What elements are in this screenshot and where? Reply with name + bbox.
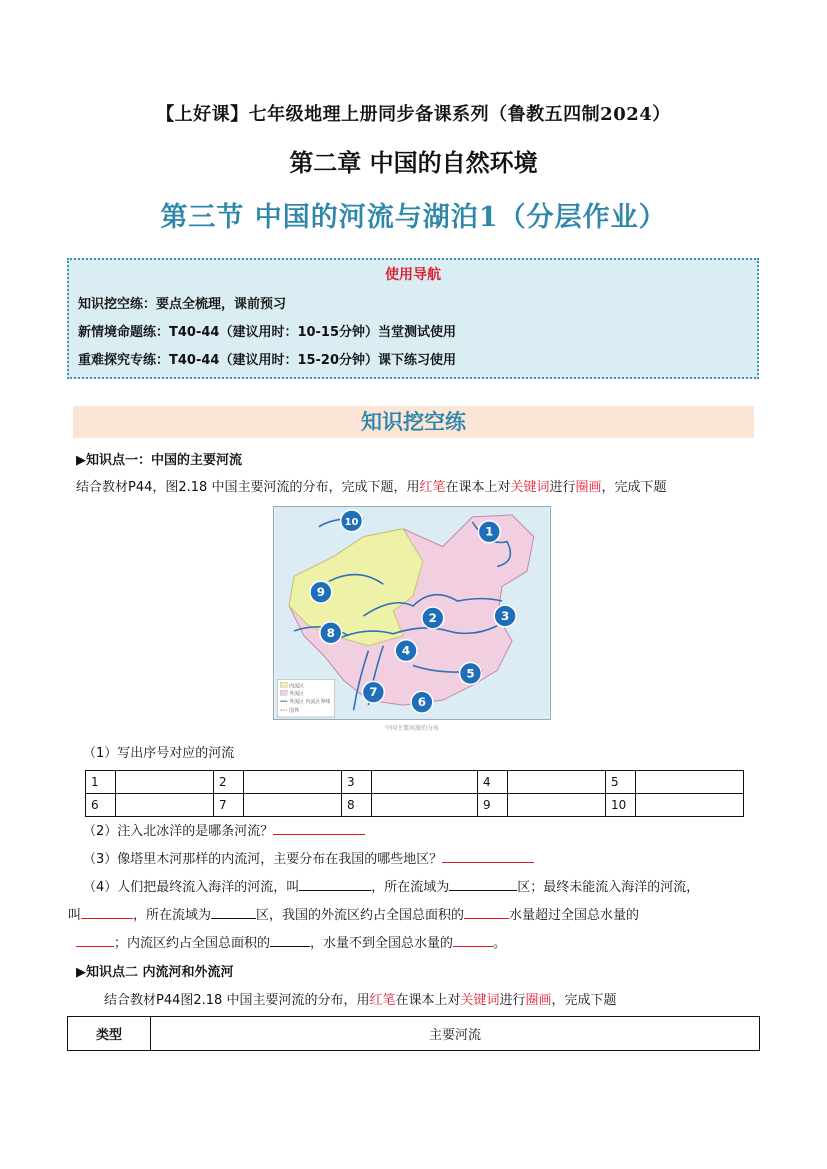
number-cell: 9 — [478, 794, 508, 817]
intro-keyword: 关键词 — [460, 993, 500, 1008]
q4-text: 。 — [493, 936, 507, 951]
table-row — [86, 771, 744, 794]
question-2 — [83, 820, 365, 839]
number-cell: 1 — [86, 771, 116, 794]
map-caption: 中国主要河流的分布 — [384, 725, 439, 732]
intro-text: 进行 — [499, 993, 526, 1008]
answer-cell[interactable] — [116, 771, 214, 794]
answer-cell[interactable] — [372, 771, 478, 794]
question-4-line-1 — [83, 876, 699, 895]
map-marker-label: 2 — [428, 610, 437, 625]
answer-blank[interactable] — [76, 934, 114, 947]
answer-blank[interactable] — [299, 878, 371, 891]
q4-text: 区；最终未能流入海洋的河流， — [517, 880, 700, 895]
number-cell: 5 — [606, 771, 636, 794]
intro-text: ，完成下题 — [601, 480, 667, 495]
intro-red-pen: 红笔 — [419, 480, 446, 495]
map-marker-label: 8 — [326, 625, 335, 640]
header-type: 类型 — [68, 1017, 151, 1051]
kp2-intro — [104, 989, 617, 1008]
map-marker-label: 7 — [369, 685, 378, 700]
answer-cell[interactable] — [244, 771, 342, 794]
intro-keyword: 关键词 — [510, 480, 550, 495]
intro-circle: 圈画 — [575, 480, 602, 495]
question-3 — [83, 848, 534, 867]
intro-text: 在课本上对 — [445, 480, 511, 495]
answer-blank[interactable] — [449, 878, 517, 891]
intro-text: 在课本上对 — [395, 993, 461, 1008]
answer-cell[interactable] — [116, 794, 214, 817]
answer-cell[interactable] — [636, 771, 744, 794]
answer-blank[interactable] — [81, 906, 133, 919]
answer-cell[interactable] — [244, 794, 342, 817]
kp1-intro — [76, 476, 667, 495]
answer-blank[interactable] — [273, 822, 365, 835]
intro-circle: 圈画 — [525, 993, 552, 1008]
knowledge-point-1-title: ▶知识点一：中国的主要河流 — [76, 453, 242, 468]
q4-text: 水量超过全国总水量的 — [509, 908, 640, 923]
usage-guide-box — [67, 258, 759, 379]
legend-outflow: 外流区 — [289, 691, 304, 698]
answer-cell[interactable] — [508, 771, 606, 794]
china-rivers-map — [273, 506, 551, 720]
answer-cell[interactable] — [636, 794, 744, 817]
section-banner: 知识挖空练 — [73, 406, 754, 438]
number-cell: 10 — [606, 794, 636, 817]
question-3-text: （3）像塔里木河那样的内流河，主要分布在我国的哪些地区？ — [83, 852, 443, 867]
knowledge-point-2-title: ▶知识点二 内流河和外流河 — [76, 965, 234, 980]
number-cell: 2 — [214, 771, 244, 794]
answer-blank[interactable] — [453, 934, 493, 947]
answer-blank[interactable] — [270, 934, 310, 947]
number-cell: 3 — [342, 771, 372, 794]
answer-blank[interactable] — [464, 906, 509, 919]
intro-text: ，完成下题 — [551, 993, 617, 1008]
q4-text: ，水量不到全国总水量的 — [310, 936, 454, 951]
map-marker-label: 6 — [417, 695, 427, 710]
guide-title: 使用导航 — [385, 267, 441, 283]
guide-row-2: 新情境命题练：T40-44（建议用时：10-15分钟）当堂测试使用 — [78, 325, 457, 340]
table-row — [86, 794, 744, 817]
number-cell: 6 — [86, 794, 116, 817]
series-title: 【上好课】七年级地理上册同步备课系列（鲁教五四制2024） — [156, 104, 671, 125]
question-4-line-2 — [68, 904, 639, 923]
map-marker-label: 4 — [401, 643, 411, 658]
answer-cell[interactable] — [372, 794, 478, 817]
legend-border: 国界 — [289, 708, 300, 715]
number-cell: 7 — [214, 794, 244, 817]
q4-text: 区，我国的外流区约占全国总面积的 — [256, 908, 465, 923]
guide-row-3: 重难探究专练：T40-44（建议用时：15-20分钟）课下练习使用 — [78, 353, 457, 368]
answer-blank[interactable] — [442, 850, 534, 863]
question-4-line-3 — [76, 932, 506, 951]
map-legend — [277, 679, 334, 717]
q4-text: ；内流区约占全国总面积的 — [114, 936, 271, 951]
q4-text: ，所在流域为 — [133, 908, 212, 923]
number-cell: 4 — [478, 771, 508, 794]
question-1: （1）写出序号对应的河流 — [83, 746, 235, 761]
header-main-rivers: 主要河流 — [151, 1017, 760, 1051]
q4-text: （4）人们把最终流入海洋的河流，叫 — [83, 880, 300, 895]
intro-text: 结合教材P44，图2.18 中国主要河流的分布，完成下题，用 — [76, 480, 420, 495]
intro-text: 结合教材P44图2.18 中国主要河流的分布，用 — [104, 993, 370, 1008]
legend-inland: 内流区 — [289, 683, 304, 690]
map-marker-label: 5 — [466, 666, 475, 681]
section-title: 第三节 中国的河流与湖泊1（分层作业） — [160, 202, 667, 233]
map-marker-label: 3 — [500, 608, 510, 623]
q4-text: ，所在流域为 — [371, 880, 450, 895]
chapter-title: 第二章 中国的自然环境 — [289, 149, 538, 177]
guide-row-1: 知识挖空练：要点全梳理，课前预习 — [78, 297, 287, 312]
river-type-table — [67, 1016, 760, 1051]
q4-text: 叫 — [68, 908, 82, 923]
intro-text: 进行 — [549, 480, 576, 495]
answer-table — [85, 770, 744, 817]
intro-red-pen: 红笔 — [369, 993, 396, 1008]
answer-cell[interactable] — [508, 794, 606, 817]
map-marker-label: 1 — [485, 524, 494, 539]
map-marker-label: 9 — [316, 585, 325, 600]
answer-blank[interactable] — [211, 906, 256, 919]
map-marker-label: 10 — [344, 516, 359, 528]
number-cell: 8 — [342, 794, 372, 817]
table-header-row — [68, 1017, 760, 1051]
legend-boundary: 外流区 内流区界线 — [289, 699, 331, 706]
question-2-text: （2）注入北冰洋的是哪条河流？ — [83, 824, 274, 839]
